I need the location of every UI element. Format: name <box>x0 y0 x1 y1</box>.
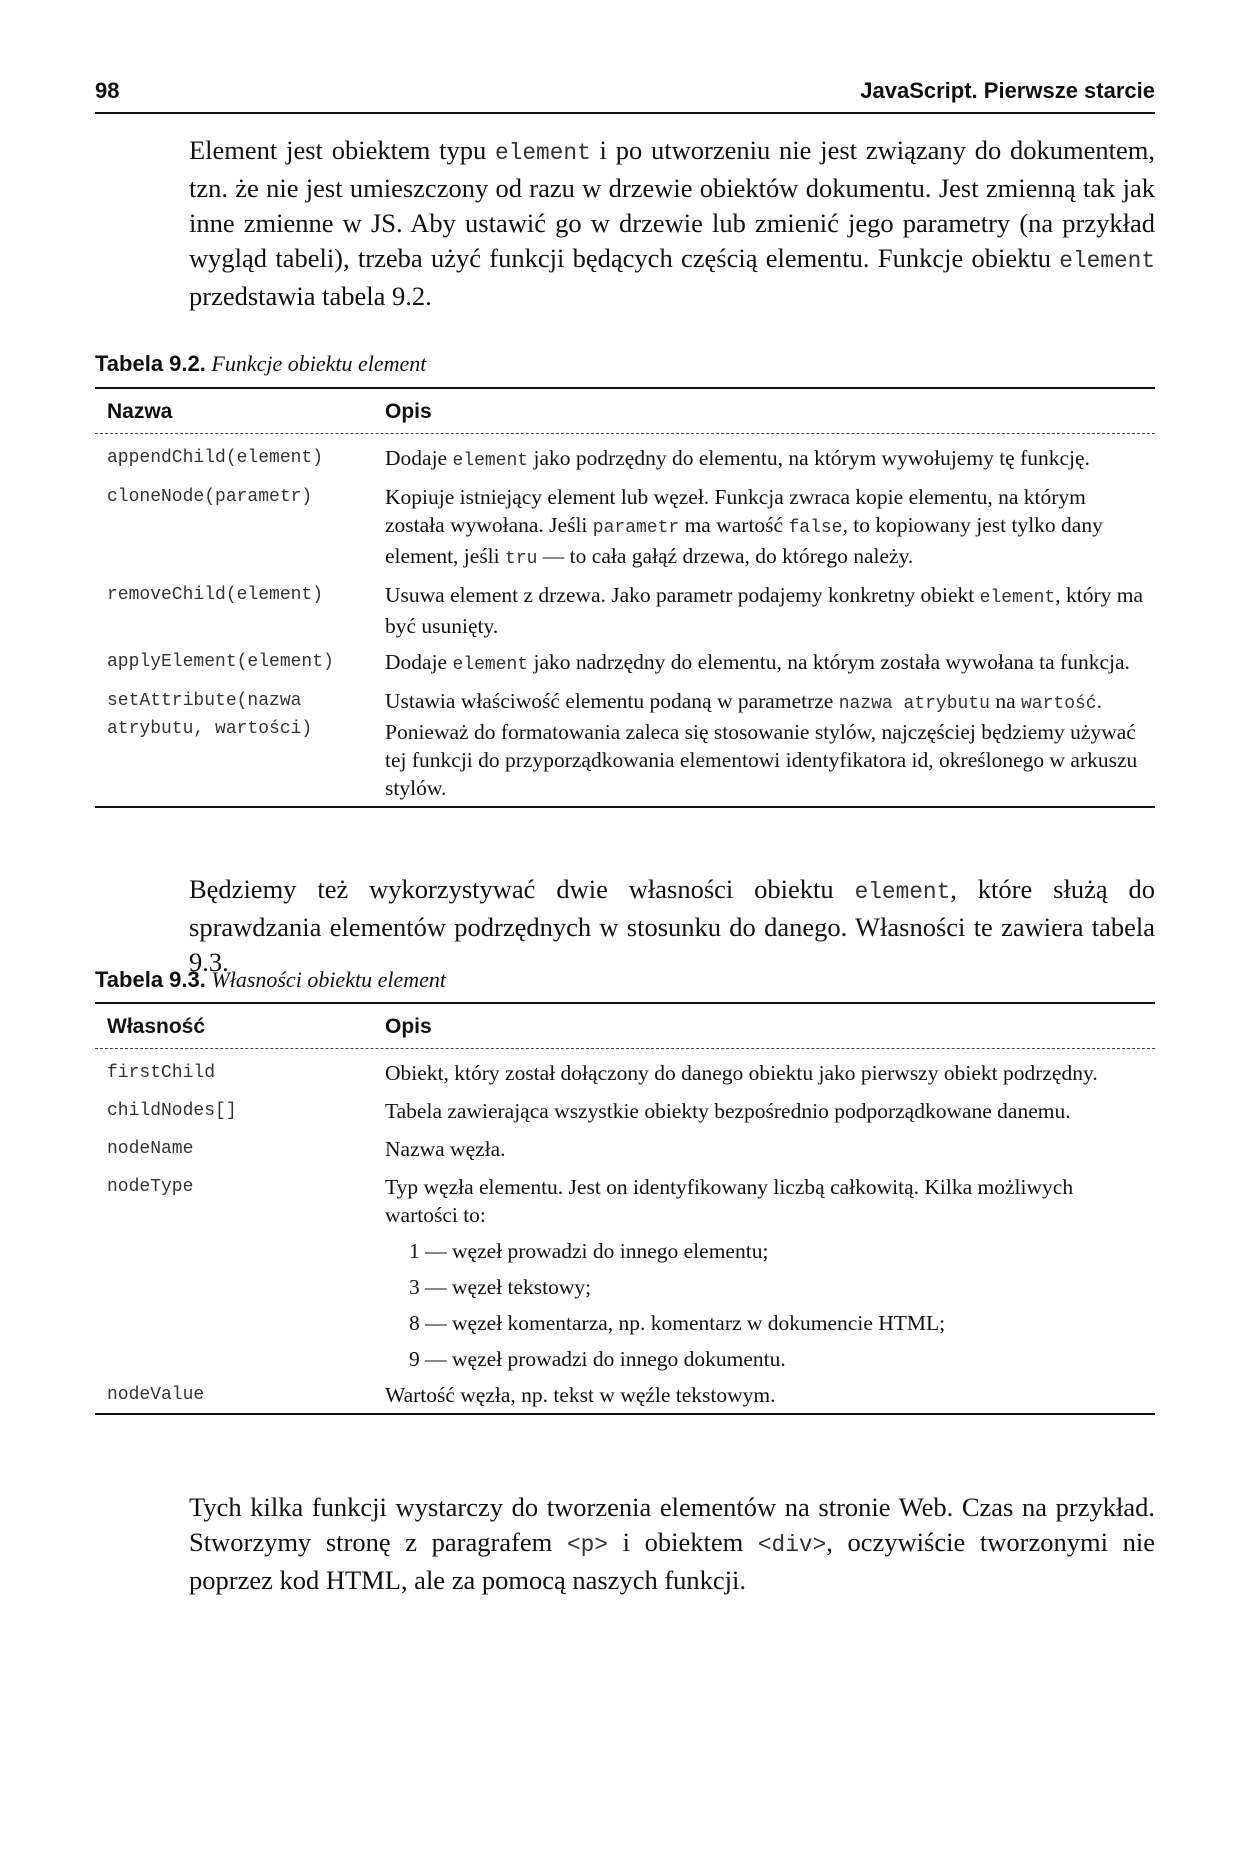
function-name: applyElement(element) <box>107 652 334 672</box>
property-name: nodeValue <box>107 1385 205 1405</box>
table-header-row <box>95 1004 1155 1049</box>
property-description: Typ węzła elementu. Jest on identyfikowany liczbą całkowitą. Kilka możliwych wartości to: 1 — węzeł prowadzi do innego elementu; 3 — węzeł tekstowy; 8 — węzeł komentarza, np. komentarz w dokumencie HTML; 9 — węzeł prowadzi do innego dokumentu. <box>385 1173 1145 1373</box>
table-9-2 <box>95 387 1155 808</box>
table-row <box>95 687 1155 802</box>
running-header <box>95 76 1155 114</box>
node-type-value: 9 — węzeł prowadzi do innego dokumentu. <box>409 1347 786 1371</box>
function-name: setAttribute(nazwa atrybutu, wartości) <box>107 691 313 739</box>
header-description: Opis <box>385 400 432 423</box>
property-description: Wartość węzła, np. tekst w węźle tekstowym. <box>385 1383 776 1407</box>
caption-label: Tabela 9.2. <box>95 351 206 376</box>
function-description: Dodaje element jako podrzędny do elementu, na którym wywołujemy tę funkcję. <box>385 446 1090 471</box>
property-name: nodeType <box>107 1177 194 1197</box>
table-row <box>95 1097 1155 1125</box>
table-row <box>95 1135 1155 1163</box>
function-name: appendChild(element) <box>107 448 324 468</box>
caption-label: Tabela 9.3. <box>95 967 206 992</box>
function-name: removeChild(element) <box>107 585 324 605</box>
property-name: firstChild <box>107 1063 216 1083</box>
node-type-value: 8 — węzeł komentarza, np. komentarz w dokumencie HTML; <box>409 1311 946 1335</box>
property-description: Nazwa węzła. <box>385 1137 506 1161</box>
middle-paragraph: Będziemy też wykorzystywać dwie własności obiektu element, które służą do sprawdzania elementów podrzędnych w stosunku do danego. Własności te zawiera tabela 9.3. <box>189 874 1155 977</box>
table-row <box>95 581 1155 640</box>
function-description: Dodaje element jako nadrzędny do elementu, na którym została wywołana ta funkcja. <box>385 650 1130 675</box>
page-number: 98 <box>95 78 120 103</box>
function-description: Ustawia właściwość elementu podaną w parametrze nazwa atrybutu na wartość. Ponieważ do formatowania zaleca się stosowanie stylów, najczęściej będziemy używać tej funkcji do przyporządkowania elementowi identyfikatora id, określonego w arkuszu stylów. <box>385 689 1138 800</box>
intro-text-1: Element jest obiektem typu <box>189 135 496 165</box>
intro-paragraph <box>189 133 1155 314</box>
property-description: Obiekt, który został dołączony do danego obiektu jako pierwszy obiekt podrzędny. <box>385 1061 1098 1085</box>
node-type-value: 3 — węzeł tekstowy; <box>409 1275 592 1299</box>
table-9-2-caption <box>95 351 426 377</box>
node-type-value: 1 — węzeł prowadzi do innego elementu; <box>409 1239 769 1263</box>
property-name: nodeName <box>107 1139 194 1159</box>
intro-text-3: przedstawia tabela 9.2. <box>189 281 432 311</box>
header-property: Własność <box>107 1015 206 1038</box>
table-9-3 <box>95 1002 1155 1415</box>
table-row <box>95 1059 1155 1087</box>
table-row <box>95 1381 1155 1409</box>
table-row <box>95 648 1155 679</box>
header-name: Nazwa <box>107 400 173 423</box>
caption-title: Funkcje obiektu element <box>211 351 427 376</box>
function-name: cloneNode(parametr) <box>107 487 313 507</box>
book-title: JavaScript. Pierwsze starcie <box>860 78 1155 103</box>
intro-text-2: i po utworzeniu nie jest związany do dokumentem, tzn. że nie jest umieszczony od razu w drzewie obiektów dokumentu. Jest zmienną tak jak inne zmienne w JS. Aby ustawić go w drzewie lub zmienić jego parametry (na przykład wygląd tabeli), trzeba użyć funkcji będących częścią elementu. Funkcje obiektu <box>189 135 1155 273</box>
function-description: Kopiuje istniejący element lub węzeł. Funkcja zwraca kopie elementu, na którym została wywołana. Jeśli parametr ma wartość false, to kopiowany jest tylko dany element, jeśli tru — to cała gałąź drzewa, do którego należy. <box>385 485 1103 569</box>
intro-code-2: element <box>1059 248 1155 274</box>
intro-code-1: element <box>495 140 591 166</box>
table-9-3-caption <box>95 967 446 993</box>
table-row <box>95 483 1155 573</box>
table-row <box>95 1173 1155 1373</box>
property-name: childNodes[] <box>107 1101 237 1121</box>
caption-title: Własności obiektu element <box>211 967 446 992</box>
closing-paragraph: Tych kilka funkcji wystarczy do tworzenia elementów na stronie Web. Czas na przykład. Stworzymy stronę z paragrafem <p> i obiektem <div>, oczywiście tworzonymi nie poprzez kod HTML, ale za pomocą naszych funkcji. <box>189 1492 1155 1595</box>
header-description: Opis <box>385 1015 432 1038</box>
property-description: Tabela zawierająca wszystkie obiekty bezpośrednio podporządkowane danemu. <box>385 1099 1071 1123</box>
table-row <box>95 444 1155 475</box>
function-description: Usuwa element z drzewa. Jako parametr podajemy konkretny obiekt element, który ma być usunięty. <box>385 583 1144 638</box>
table-header-row <box>95 389 1155 434</box>
